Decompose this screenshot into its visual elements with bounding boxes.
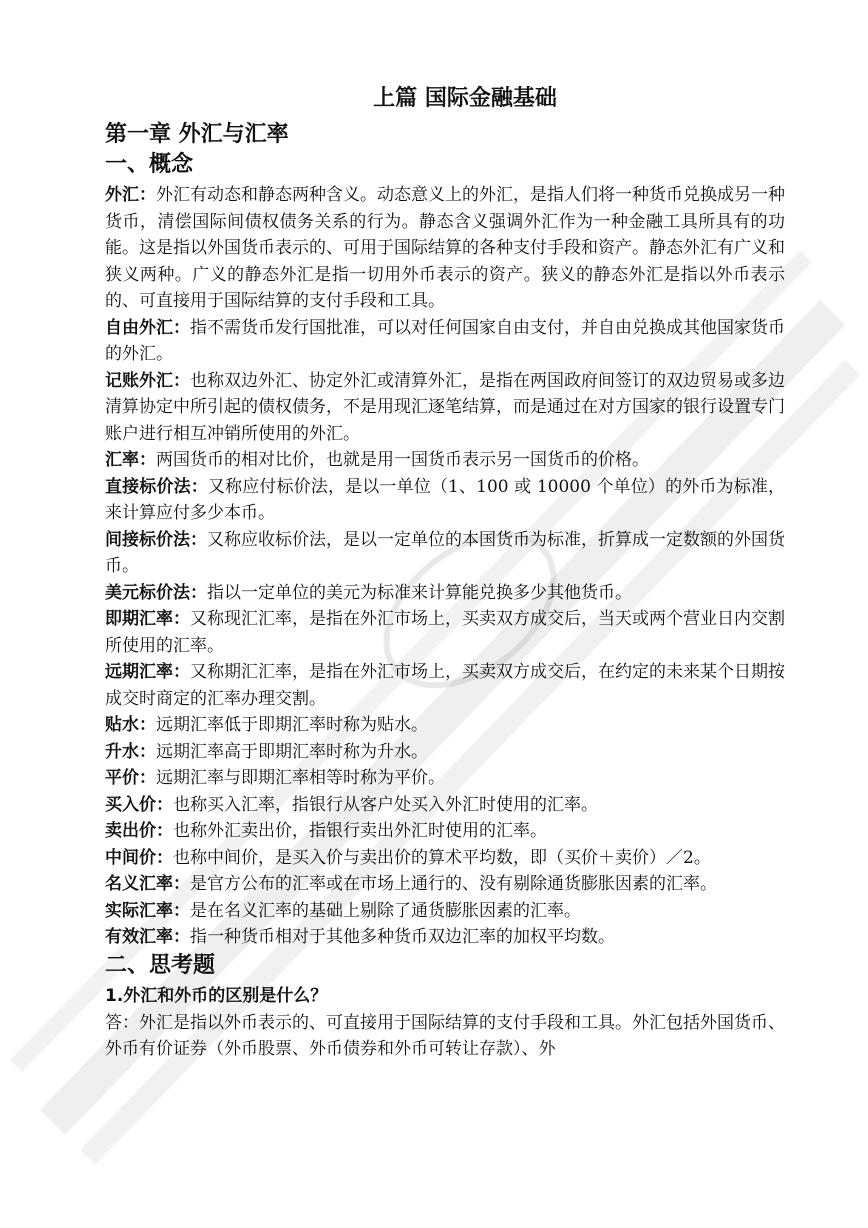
definition-list <box>105 182 785 951</box>
definition-dollar-quotation <box>105 580 785 607</box>
section-title-questions: 二、思考题 <box>105 952 216 978</box>
term-label: 名义汇率： <box>105 874 190 894</box>
term-label: 美元标价法： <box>105 582 207 603</box>
definition-text: 远期汇率低于即期汇率时称为贴水。 <box>156 715 428 735</box>
definition-buying-rate <box>105 792 785 819</box>
definition-text: 又称现汇汇率，是指在外汇市场上，买卖双方成交后，当天或两个营业日内交割所使用的汇率。 <box>105 609 785 656</box>
definition-clearing-exchange <box>105 368 785 448</box>
definition-text: 外汇有动态和静态两种含义。动态意义上的外汇，是指人们将一种货币兑换成另一种货币，清偿国际间债权债务关系的行为。静态含义强调外汇作为一种金融工具所具有的功能。这是指以外国货币表示的、可用于国际结算的各种支付手段和资产。静态外汇有广义和狭义两种。广义的静态外汇是指一切用外币表示的资产。狭义的静态外汇是指以外币表示的、可直接用于国际结算的支付手段和工具。 <box>105 185 785 311</box>
definition-discount <box>105 712 785 739</box>
definition-text: 是官方公布的汇率或在市场上通行的、没有剔除通货膨胀因素的汇率。 <box>190 874 717 894</box>
definition-effective-rate <box>105 924 785 951</box>
definition-text: 远期汇率高于即期汇率时称为升水。 <box>156 741 428 762</box>
definition-direct-quotation <box>105 474 785 527</box>
answer-1: 答：外汇是指以外币表示的、可直接用于国际结算的支付手段和工具。外汇包括外国货币、外币有价证券（外币股票、外币债券和外币可转让存款）、外 <box>105 1012 785 1059</box>
definition-text: 也称双边外汇、协定外汇或清算外汇，是指在两国政府间签订的双边贸易或多边清算协定中所引起的债权债务，不是用现汇逐笔结算，而是通过在对方国家的银行设置专门账户进行相互冲销所使用的外汇。 <box>105 370 785 444</box>
term-label: 自由外汇： <box>105 317 190 338</box>
term-label: 贴水： <box>105 715 156 735</box>
definition-text: 指不需货币发行国批准，可以对任何国家自由支付，并自由兑换成其他国家货币的外汇。 <box>105 317 785 364</box>
term-label: 即期汇率： <box>105 609 190 629</box>
definition-forward-rate <box>105 659 785 712</box>
question-1: 1.外汇和外币的区别是什么？ <box>105 985 328 1006</box>
definition-text: 也称外汇卖出价，指银行卖出外汇时使用的汇率。 <box>173 821 547 841</box>
definition-text: 指一种货币相对于其他多种货币双边汇率的加权平均数。 <box>190 927 615 947</box>
document-content <box>105 84 785 1063</box>
definition-text: 又称应收标价法，是以一定单位的本国货币为标准，折算成一定数额的外国货币。 <box>105 529 785 576</box>
definition-spot-rate <box>105 606 785 659</box>
definition-premium <box>105 739 785 766</box>
definition-text: 是在名义汇率的基础上剔除了通货膨胀因素的汇率。 <box>190 900 581 921</box>
definition-indirect-quotation <box>105 527 785 580</box>
term-label: 记账外汇： <box>105 370 190 391</box>
definition-text: 指以一定单位的美元为标准来计算能兑换多少其他货币。 <box>207 582 632 603</box>
definition-free-exchange <box>105 315 785 368</box>
term-label: 实际汇率： <box>105 900 190 921</box>
term-label: 外汇： <box>105 185 156 205</box>
definition-text: 又称应付标价法，是以一单位（1、100 或 10000 个单位）的外币为标准，来计算应付多少本币。 <box>105 476 785 523</box>
definition-par <box>105 765 785 792</box>
term-label: 直接标价法： <box>105 476 208 497</box>
definition-foreign-exchange <box>105 182 785 315</box>
chapter-title: 第一章 外汇与汇率 <box>105 122 289 147</box>
term-label: 卖出价： <box>105 821 173 841</box>
term-label: 汇率： <box>105 450 156 470</box>
definition-text: 也称中间价，是买入价与卖出价的算术平均数，即（买价＋卖价）／2。 <box>173 847 711 868</box>
section-title-concepts: 一、概念 <box>105 152 194 177</box>
term-label: 有效汇率： <box>105 927 190 947</box>
term-label: 间接标价法： <box>105 529 207 550</box>
part-title: 上篇 国际金融基础 <box>373 86 557 111</box>
term-label: 平价： <box>105 768 156 788</box>
definition-text: 两国货币的相对比价，也就是用一国货币表示另一国货币的价格。 <box>156 450 649 470</box>
definition-selling-rate <box>105 818 785 845</box>
definition-middle-rate <box>105 845 785 872</box>
definition-text: 又称期汇汇率，是指在外汇市场上，买卖双方成交后，在约定的未来某个日期按成交时商定的汇率办理交割。 <box>105 662 785 709</box>
term-label: 远期汇率： <box>105 662 190 682</box>
definition-real-rate <box>105 898 785 925</box>
definition-nominal-rate <box>105 871 785 898</box>
term-label: 中间价： <box>105 847 173 868</box>
definition-text: 远期汇率与即期汇率相等时称为平价。 <box>156 768 445 788</box>
term-label: 升水： <box>105 741 156 762</box>
definition-text: 也称买入汇率，指银行从客户处买入外汇时使用的汇率。 <box>173 794 598 815</box>
definition-exchange-rate <box>105 447 785 474</box>
term-label: 买入价： <box>105 794 173 815</box>
